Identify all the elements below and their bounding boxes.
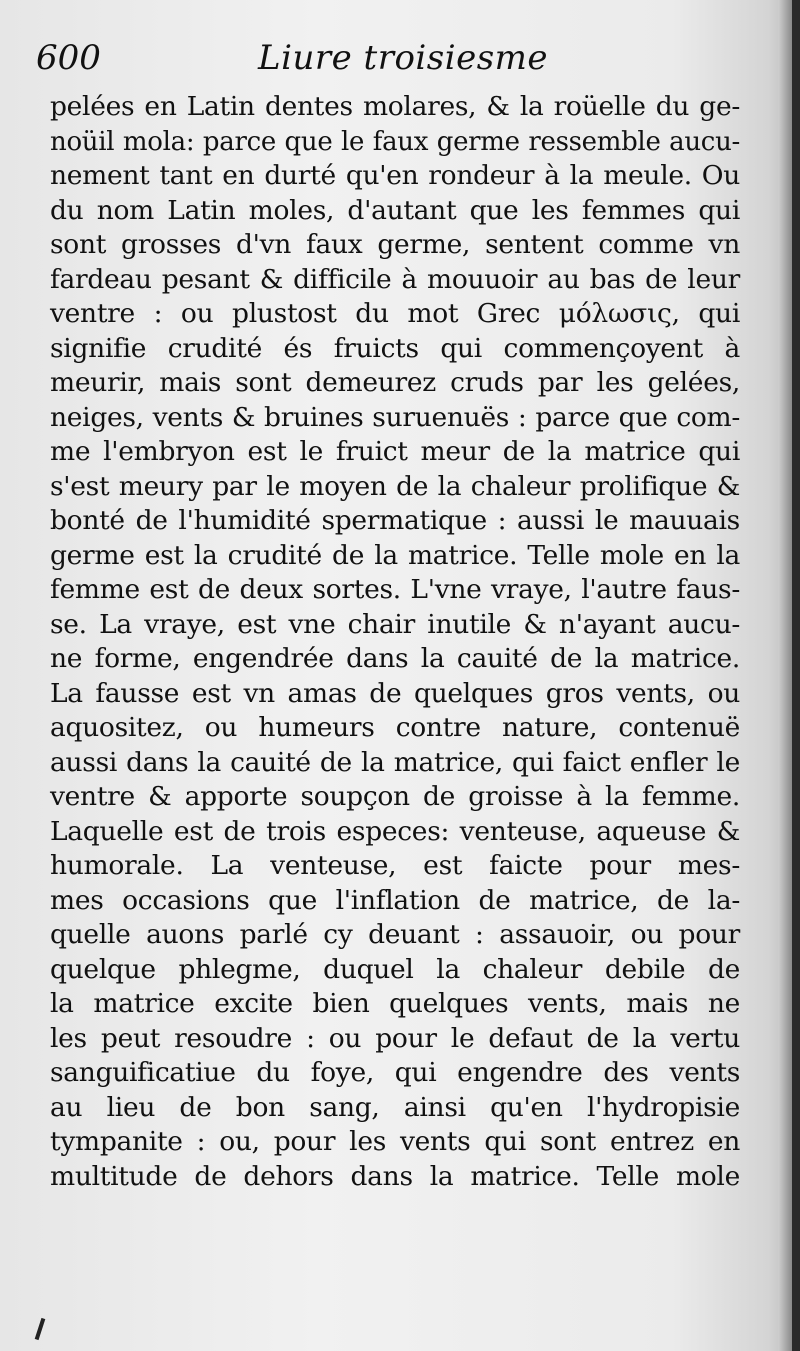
text-line: mes occasions que l'inflation de matrice, de la- xyxy=(50,884,740,916)
text-line: se. La vraye, est vne chair inutile & n'ayant aucu- xyxy=(50,608,740,640)
text-line: sont grosses d'vn faux germe, sentent comme vn xyxy=(50,229,740,260)
text-line: au lieu de bon sang, ainsi qu'en l'hydropisie xyxy=(50,1091,740,1123)
page-header xyxy=(36,38,736,88)
text-line: pelées en Latin dentes molares, & la roüelle du ge- xyxy=(50,91,740,122)
text-line: la matrice excite bien quelques vents, mais ne xyxy=(50,988,740,1019)
page-number: 600 xyxy=(36,38,101,78)
text-line: signifie crudité és fruicts qui commençoyent à xyxy=(50,332,740,364)
ink-mark xyxy=(35,1318,46,1340)
text-line: ventre & apporte soupçon de groisse à la femme. xyxy=(50,781,740,812)
text-line: Laquelle est de trois especes: venteuse, aqueuse & xyxy=(50,815,740,847)
text-line: les peut resoudre : ou pour le defaut de la vertu xyxy=(50,1022,740,1054)
text-line: humorale. La venteuse, est faicte pour mes- xyxy=(50,850,740,881)
text-line: La fausse est vn amas de quelques gros vents, ou xyxy=(50,677,740,709)
text-line: neiges, vents & bruines suruenuës : parce que com- xyxy=(50,401,740,433)
text-line: noüil mola: parce que le faux germe ressemble aucu- xyxy=(50,126,740,157)
text-line: germe est la crudité de la matrice. Telle mole en la xyxy=(50,539,740,571)
page-edge-shadow xyxy=(778,0,792,1351)
text-line: multitude de dehors dans la matrice. Telle mole xyxy=(50,1160,740,1192)
text-line: du nom Latin moles, d'autant que les femmes qui xyxy=(50,194,740,226)
text-line: femme est de deux sortes. L'vne vraye, l'autre faus- xyxy=(50,574,740,605)
text-line: ne forme, engendrée dans la cauité de la matrice. xyxy=(50,643,740,674)
text-line: bonté de l'humidité spermatique : aussi le mauuais xyxy=(50,505,740,536)
text-line: fardeau pesant & difficile à mouuoir au bas de leur xyxy=(50,263,740,295)
text-line: quelque phlegme, duquel la chaleur debile de xyxy=(50,953,740,985)
text-line: meurir, mais sont demeurez cruds par les gelées, xyxy=(50,367,740,398)
text-line: aussi dans la cauité de la matrice, qui faict enfler le xyxy=(50,746,740,778)
body-text xyxy=(50,90,740,1194)
text-line: me l'embryon est le fruict meur de la matrice qui xyxy=(50,436,740,467)
text-line: sanguificatiue du foye, qui engendre des vents xyxy=(50,1057,740,1088)
text-line: ventre : ou plustost du mot Grec μόλωσις, qui xyxy=(50,298,740,329)
text-line: tympanite : ou, pour les vents qui sont entrez en xyxy=(50,1126,740,1157)
text-line: s'est meury par le moyen de la chaleur prolifique & xyxy=(50,470,740,502)
text-line: aquositez, ou humeurs contre nature, contenuë xyxy=(50,712,740,743)
text-line: nement tant en durté qu'en rondeur à la meule. Ou xyxy=(50,160,740,191)
text-line: quelle auons parlé cy deuant : assauoir, ou pour xyxy=(50,919,740,950)
running-head: Liure troisiesme xyxy=(258,38,549,78)
